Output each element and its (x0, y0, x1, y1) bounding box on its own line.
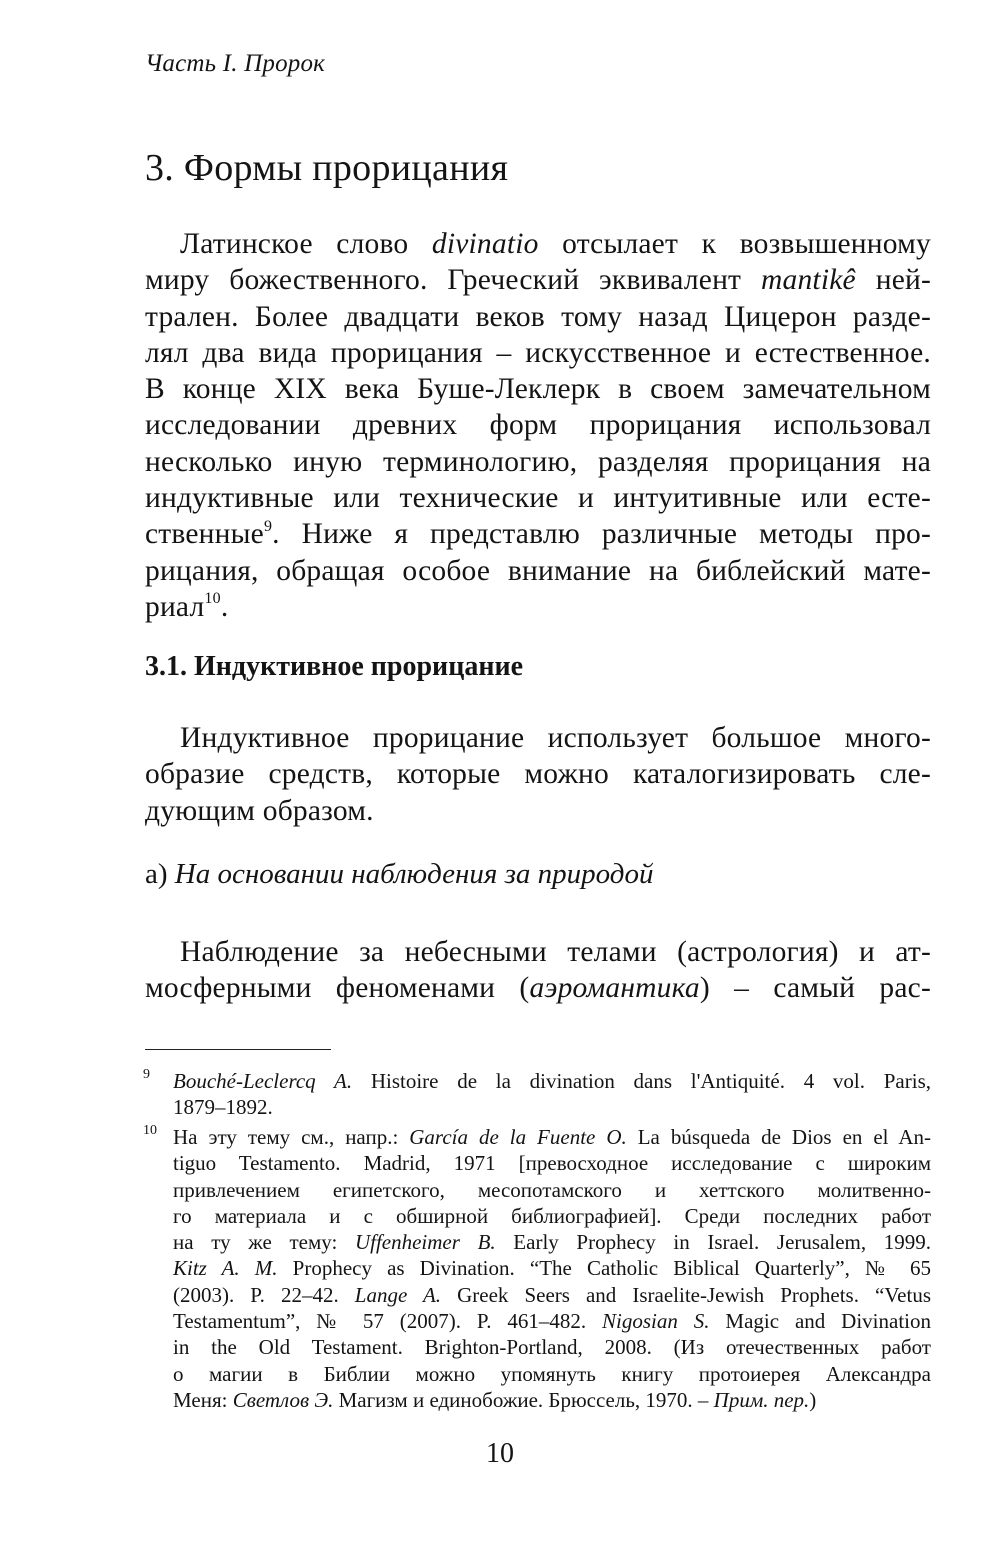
paragraph-inductive (145, 720, 931, 829)
text-line: Bouché-Leclercq A. Histoire de la divination dans l'Antiquité. 4 vol. Paris, (173, 1069, 931, 1093)
text-line: На эту тему см., напр.: García de la Fuente O. La búsqueda de Dios en el An- (173, 1125, 931, 1149)
text-line: in the Old Testament. Brighton-Portland, 2008. (Из отечественных работ (173, 1335, 931, 1360)
text-line: образие средств, которые можно каталогизировать сле- (145, 758, 931, 791)
text-line: индуктивные или технические и интуитивные или есте- (145, 482, 931, 515)
text-line: исследовании древних форм прорицания использовал (145, 409, 931, 442)
text-line: Индуктивное прорицание использует большое много- (180, 722, 931, 754)
text-line: о магии в Библии можно упомянуть книгу протоиерея Александра (173, 1361, 931, 1386)
text-line: Testamentum”, № 57 (2007). P. 461–482. Nigosian S. Magic and Divination (173, 1309, 932, 1334)
text-line: (2003). P. 22–42. Lange A. Greek Seers and Israelite-Jewish Prophets. “Vetus (173, 1282, 931, 1307)
text-line: дующим образом. (145, 794, 374, 827)
text-line: привлечением египетского, месопотамского и хеттского молитвенно- (173, 1177, 931, 1202)
page-number: 10 (486, 1438, 514, 1469)
text-line: несколько иную терминологию, разделяя прорицания на (145, 445, 931, 478)
paragraph-intro (145, 226, 931, 625)
text-line: Меня: Светлов Э. Магизм и единобожие. Брюссель, 1970. – Прим. пер.) (173, 1387, 817, 1412)
text-line: рицания, обращая особое внимание на библейский мате- (145, 554, 931, 587)
text-line: мосферными феноменами (аэромантика) – самый рас- (145, 972, 931, 1005)
text-line: Kitz A. M. Prophecy as Divination. “The Catholic Biblical Quarterly”, № 65 (173, 1256, 931, 1281)
text-line: миру божественного. Греческий эквивалент mantikê ней- (145, 264, 931, 297)
list-item-heading (145, 858, 653, 891)
text-line: Латинское слово divinatio отсылает к возвышенному (180, 228, 931, 260)
footnote-number: 9 (143, 1067, 150, 1082)
section-title: 3. Формы прорицания (145, 147, 509, 189)
paragraph-observation (145, 934, 931, 1007)
text-line: ственные$^9$. Ниже я представлю различные методы про- (145, 517, 931, 551)
footnote-number: 10 (143, 1123, 157, 1138)
text-line: 1879–1892. (173, 1095, 273, 1120)
text-line: В конце XIX века Буше-Леклерк в своем замечательном (145, 373, 931, 406)
text-line: го материала и с обширной библиографией]. Среди последних работ (173, 1203, 931, 1228)
text-line: Наблюдение за небесными телами (астрология) и ат- (180, 936, 931, 968)
footnote-ref-10[interactable]: 10 (204, 590, 221, 608)
text-line: tiguo Testamento. Madrid, 1971 [превосходное исследование с широким (173, 1151, 931, 1176)
list-item-text: На основании наблюдения за природой (174, 858, 654, 890)
text-line: риал$^{10}$. (145, 590, 229, 623)
footnote-separator (145, 1049, 331, 1050)
text-line: трален. Более двадцати веков тому назад Цицерон разде- (145, 300, 931, 333)
running-head: Часть I. Пророк (145, 50, 326, 77)
footnote-ref-9[interactable]: 9 (263, 517, 273, 535)
text-line: на ту же тему: Uffenheimer B. Early Prophecy in Israel. Jerusalem, 1999. (173, 1230, 932, 1255)
footnote-10 (145, 1124, 931, 1413)
list-marker: а) (145, 858, 168, 890)
subsection-title: 3.1. Индуктивное прорицание (145, 651, 524, 682)
text-line: лял два вида прорицания – искусственное и естественное. (145, 336, 931, 369)
footnote-9 (145, 1068, 931, 1121)
